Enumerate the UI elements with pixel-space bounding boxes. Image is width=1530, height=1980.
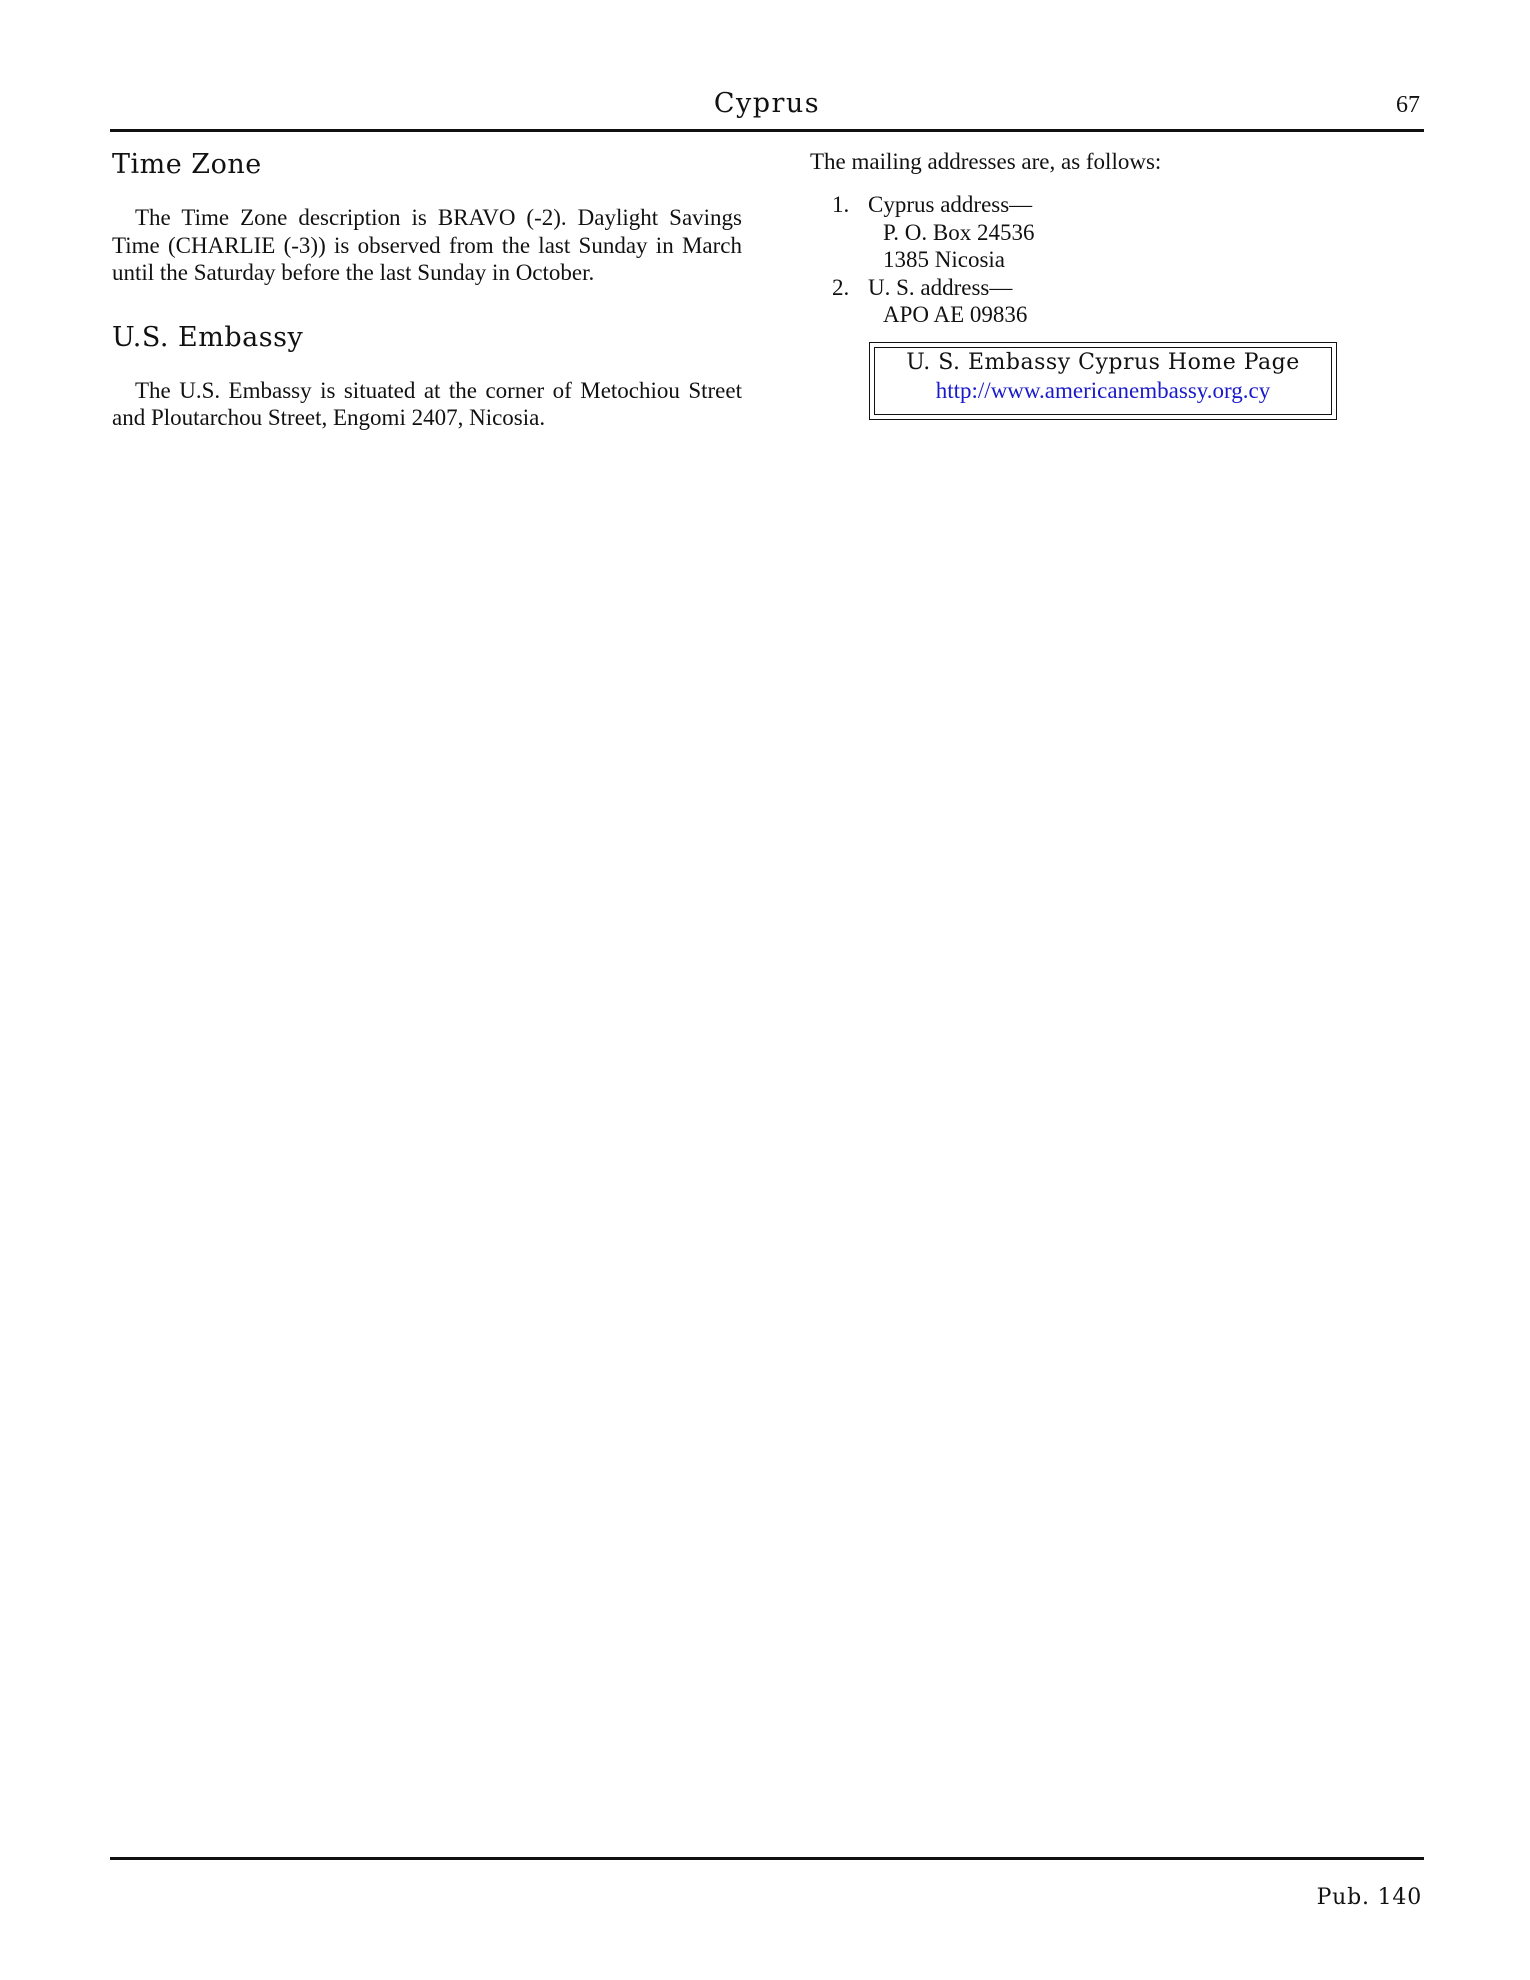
embassy-heading: U.S. Embassy (112, 321, 304, 353)
embassy-paragraph: The U.S. Embassy is situated at the corner of Metochiou Street and Ploutarchou Street, Engomi 2407, Nicosia. (112, 377, 742, 430)
home-page-box-inner (874, 347, 1332, 415)
footer-rule (110, 1857, 1424, 1860)
address-list (810, 191, 1370, 329)
address-line: 1385 Nicosia (883, 247, 1006, 272)
list-number: 1. (832, 192, 850, 217)
list-item (810, 274, 1370, 329)
address-label: Cyprus address— (868, 192, 1033, 217)
address-label: U. S. address— (868, 274, 1013, 300)
list-number: 2. (832, 274, 850, 300)
page-number: 67 (1396, 92, 1420, 118)
publication-label: Pub. 140 (1316, 1885, 1422, 1910)
time-zone-heading: Time Zone (112, 149, 262, 180)
right-column (810, 148, 1370, 329)
page-title: Cyprus (713, 88, 821, 119)
left-column (112, 145, 742, 432)
header-rule (110, 129, 1424, 132)
time-zone-paragraph: The Time Zone description is BRAVO (-2). Daylight Savings Time (CHARLIE (-3)) is observed from the last Sunday in March until the Saturday before the last Sunday in October. (112, 205, 742, 285)
home-page-box (869, 342, 1337, 420)
page-header (110, 86, 1424, 126)
address-line: APO AE 09836 (883, 302, 1028, 327)
embassy-website-link[interactable]: http://www.americanembassy.org.cy (935, 378, 1271, 403)
mailing-intro: The mailing addresses are, as follows: (810, 149, 1162, 174)
home-page-title: U. S. Embassy Cyprus Home Page (906, 350, 1300, 375)
list-item (810, 191, 1370, 274)
address-line: P. O. Box 24536 (883, 219, 1035, 245)
